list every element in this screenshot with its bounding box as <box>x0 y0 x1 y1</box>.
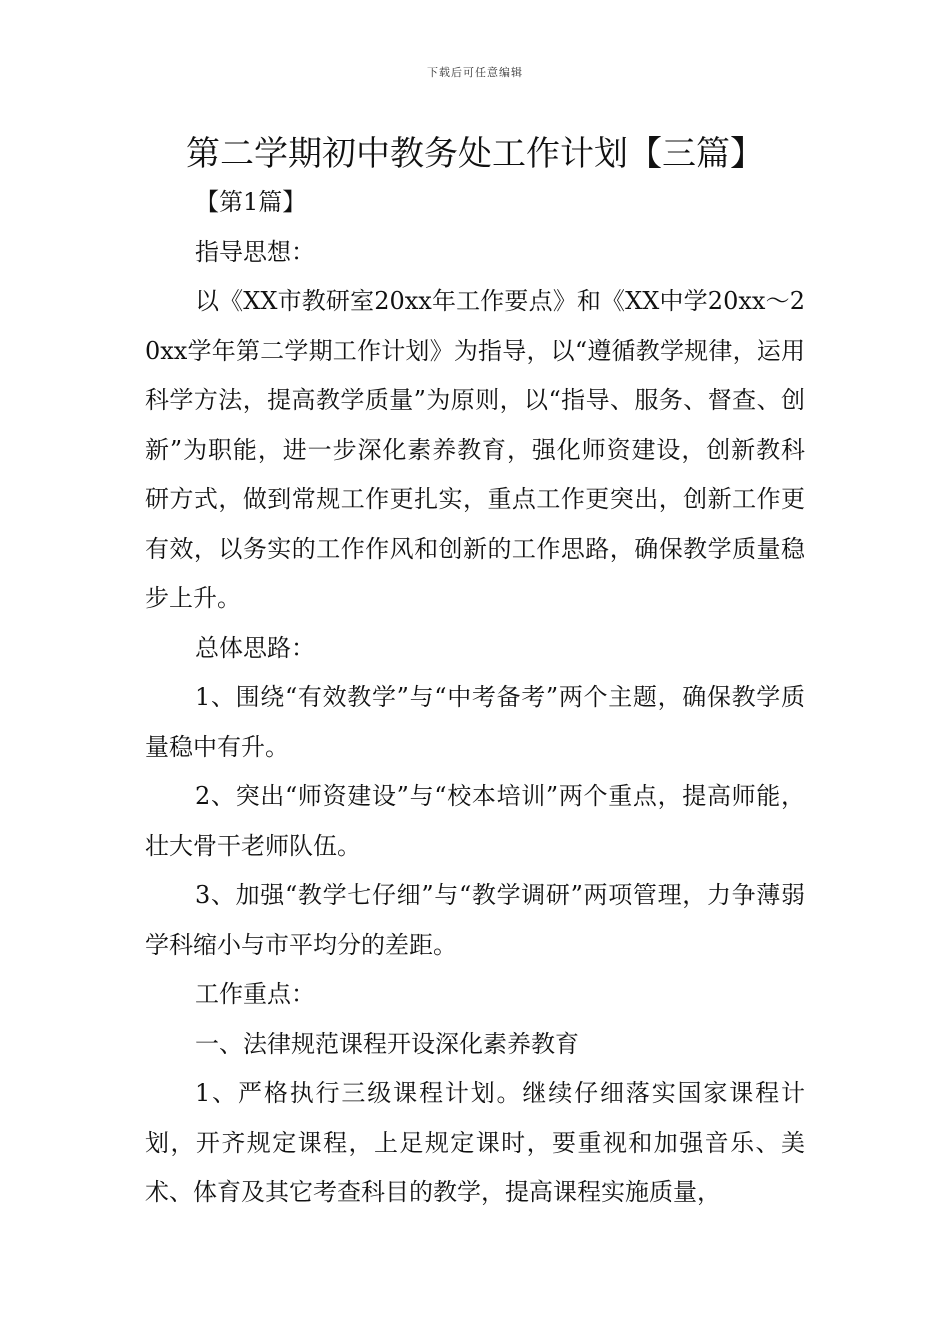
paragraph-guiding-ideology: 以《XX市教研室20xx年工作要点》和《XX中学20xx～20xx学年第二学期工作计划》为指导，以“遵循教学规律，运用科学方法，提高教学质量”为原则，以“指导、服务、督查、创新”为职能，进一步深化素养教育，强化师资建设，创新教科研方式，做到常规工作更扎实，重点工作更突出，创新工作更有效，以务实的工作作风和创新的工作思路，确保教学质量稳步上升。 <box>145 287 805 612</box>
heading-overall-approach: 总体思路： <box>195 633 315 662</box>
subheading-curriculum: 一、法律规范课程开设深化素养教育 <box>195 1029 579 1058</box>
heading-work-focus: 工作重点： <box>195 980 315 1008</box>
document-title: 第二学期初中教务处工作计划【三篇】 <box>186 134 764 174</box>
paragraph-curriculum-1: 1、严格执行三级课程计划。继续仔细落实国家课程计划，开齐规定课程，上足规定课时，要重视和加强音乐、美术、体育及其它考查科目的教学，提高课程实施质量， <box>145 1079 805 1206</box>
heading-guiding-ideology: 指导思想： <box>195 237 315 266</box>
header-note: 下载后可任意编辑 <box>427 66 523 79</box>
list-item-approach-1: 1、围绕“有效教学”与“中考备考”两个主题，确保教学质量稳中有升。 <box>145 683 805 761</box>
list-item-approach-2: 2、突出“师资建设”与“校本培训”两个重点，提高师能，壮大骨干老师队伍。 <box>145 782 805 860</box>
document-body <box>145 178 805 1218</box>
section-heading-part1: 【第1篇】 <box>195 188 307 216</box>
list-item-approach-3: 3、加强“教学七仔细”与“教学调研”两项管理，力争薄弱学科缩小与市平均分的差距。 <box>145 881 805 959</box>
